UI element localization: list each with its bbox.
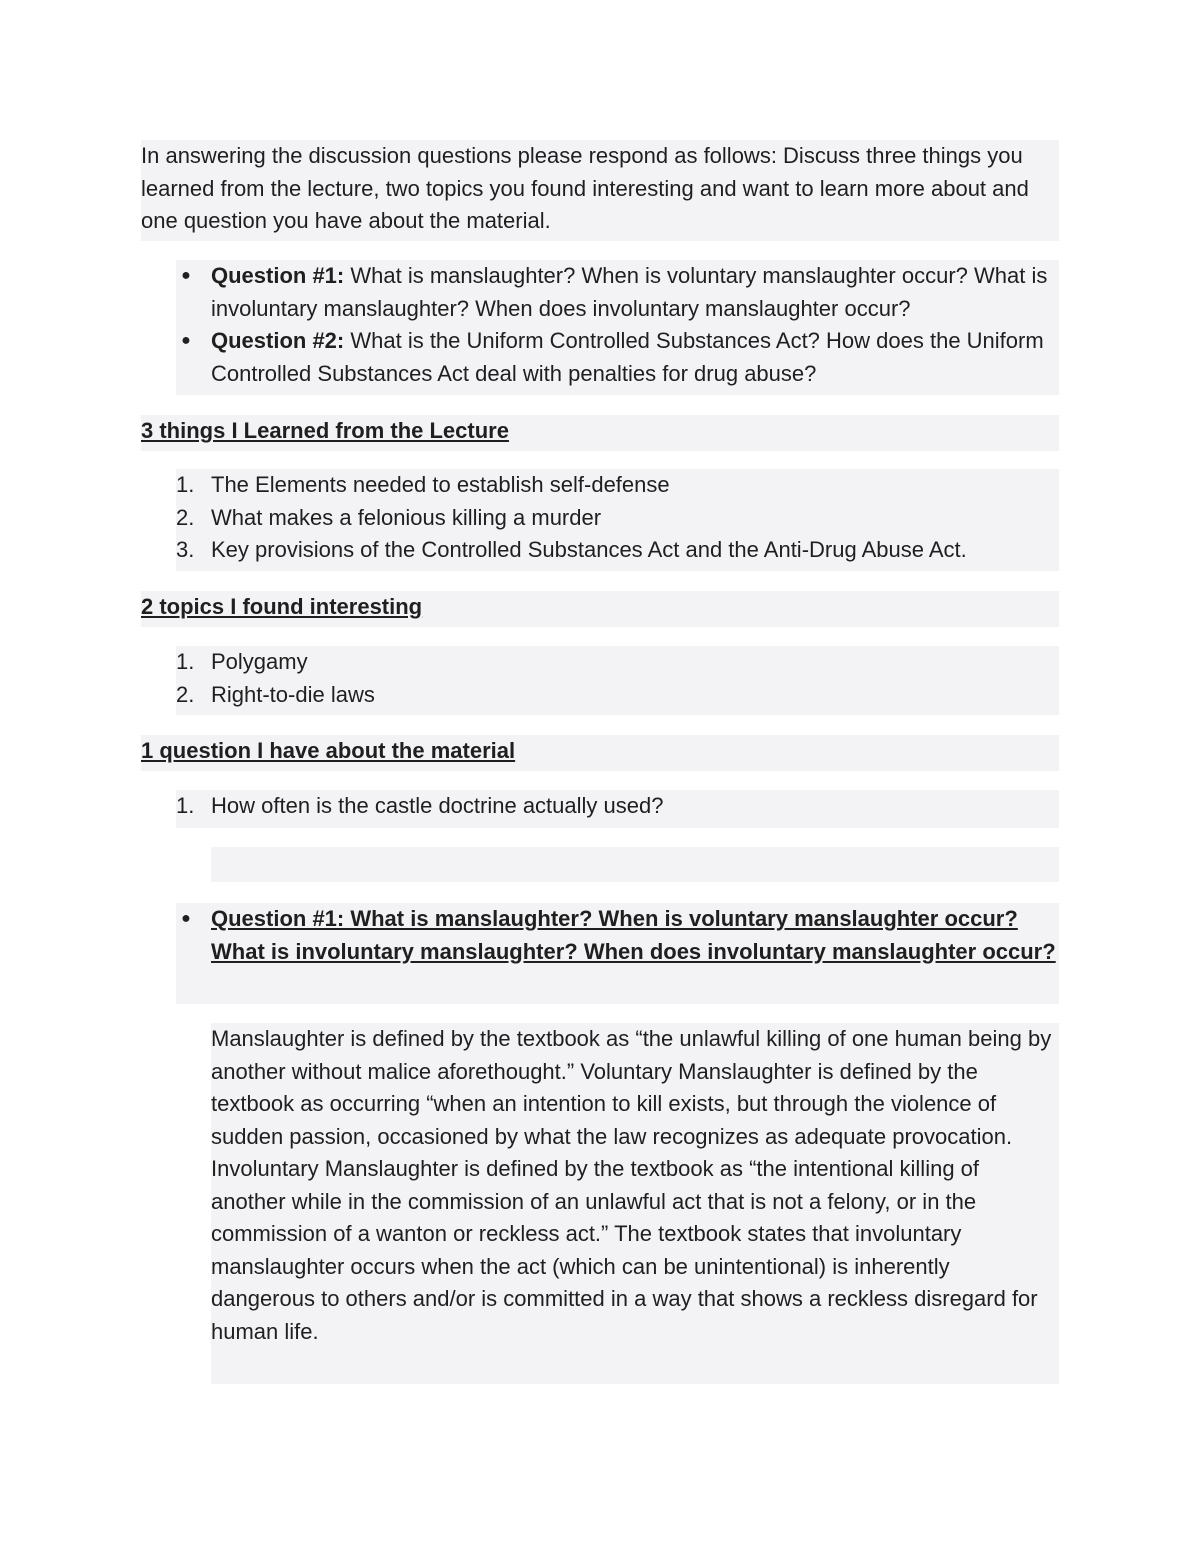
- list-item: [176, 790, 1059, 823]
- list-item: [176, 646, 1059, 679]
- question-item-1: [176, 260, 1059, 325]
- list-number: 1.: [176, 649, 195, 674]
- questions-list: [176, 260, 1059, 395]
- list-number: 3.: [176, 537, 195, 562]
- question-heading-block: [141, 735, 1059, 771]
- empty-block: [211, 847, 1059, 882]
- question-1-text: What is manslaughter? When is voluntary manslaughter occur? What is involuntary manslaughter? When does involuntary manslaughter occur?: [211, 263, 1048, 321]
- list-number: 2.: [176, 504, 195, 530]
- learned-item-1: The Elements needed to establish self-defense: [211, 472, 670, 497]
- answer-body-block: [211, 1023, 1059, 1384]
- interesting-heading: 2 topics I found interesting: [141, 594, 423, 619]
- learned-heading-block: [141, 415, 1059, 451]
- interesting-list: [176, 646, 1059, 715]
- bullet-icon: ●: [181, 332, 191, 349]
- list-number: 1.: [176, 472, 195, 497]
- answer-body-text: Manslaughter is defined by the textbook as “the unlawful killing of one human being by another without malice aforethought.” Voluntary Manslaughter is defined by the textbook as occurring “when an intention to kill exists, but through the violence of sudden passion, occasioned by what the law recognizes as adequate provocation. Involuntary Manslaughter is defined by the textbook as “the intentional killing of another while in the commission of an unlawful act that is not a felony, or in the commission of a wanton or reckless act.” The textbook states that involuntary manslaughter occurs when the act (which can be unintentional) is inherently dangerous to others and/or is committed in a way that shows a reckless disregard for human life.: [211, 1026, 1052, 1344]
- question-item-2: [176, 325, 1059, 390]
- list-number: 2.: [176, 681, 195, 707]
- interesting-item-2: Right-to-die laws: [211, 681, 375, 707]
- list-item: [176, 469, 1059, 502]
- list-item: [176, 502, 1059, 535]
- answer-question-item: [176, 903, 1059, 968]
- question-list: [176, 790, 1059, 828]
- bullet-icon: ●: [181, 267, 191, 284]
- list-number: 1.: [176, 793, 195, 818]
- question-2-label: Question #2:: [211, 328, 345, 353]
- list-item: [176, 679, 1059, 712]
- learned-item-3: Key provisions of the Controlled Substances Act and the Anti-Drug Abuse Act.: [211, 537, 967, 562]
- intro-block: [141, 140, 1059, 241]
- interesting-item-1: Polygamy: [211, 649, 308, 674]
- question-heading: 1 question I have about the material: [141, 738, 516, 763]
- learned-heading: 3 things I Learned from the Lecture: [141, 418, 509, 443]
- answer-question-text: Question #1: What is manslaughter? When is voluntary manslaughter occur? What is involuntary manslaughter? When does involuntary manslaughter occur?: [211, 906, 1056, 964]
- question-2-text: What is the Uniform Controlled Substances Act? How does the Uniform Controlled Substances Act deal with penalties for drug abuse?: [211, 328, 1044, 386]
- intro-text: In answering the discussion questions please respond as follows: Discuss three things you learned from the lecture, two topics you found interesting and want to learn more about and one question you have about the material.: [141, 143, 1029, 233]
- learned-item-2: What makes a felonious killing a murder: [211, 504, 602, 530]
- interesting-heading-block: [141, 591, 1059, 627]
- list-item: [176, 534, 1059, 567]
- answer-question-block: [176, 903, 1059, 1004]
- learned-list: [176, 469, 1059, 571]
- question-item-text: How often is the castle doctrine actually used?: [211, 793, 664, 818]
- bullet-icon: ●: [181, 910, 191, 927]
- question-1-label: Question #1:: [211, 263, 345, 288]
